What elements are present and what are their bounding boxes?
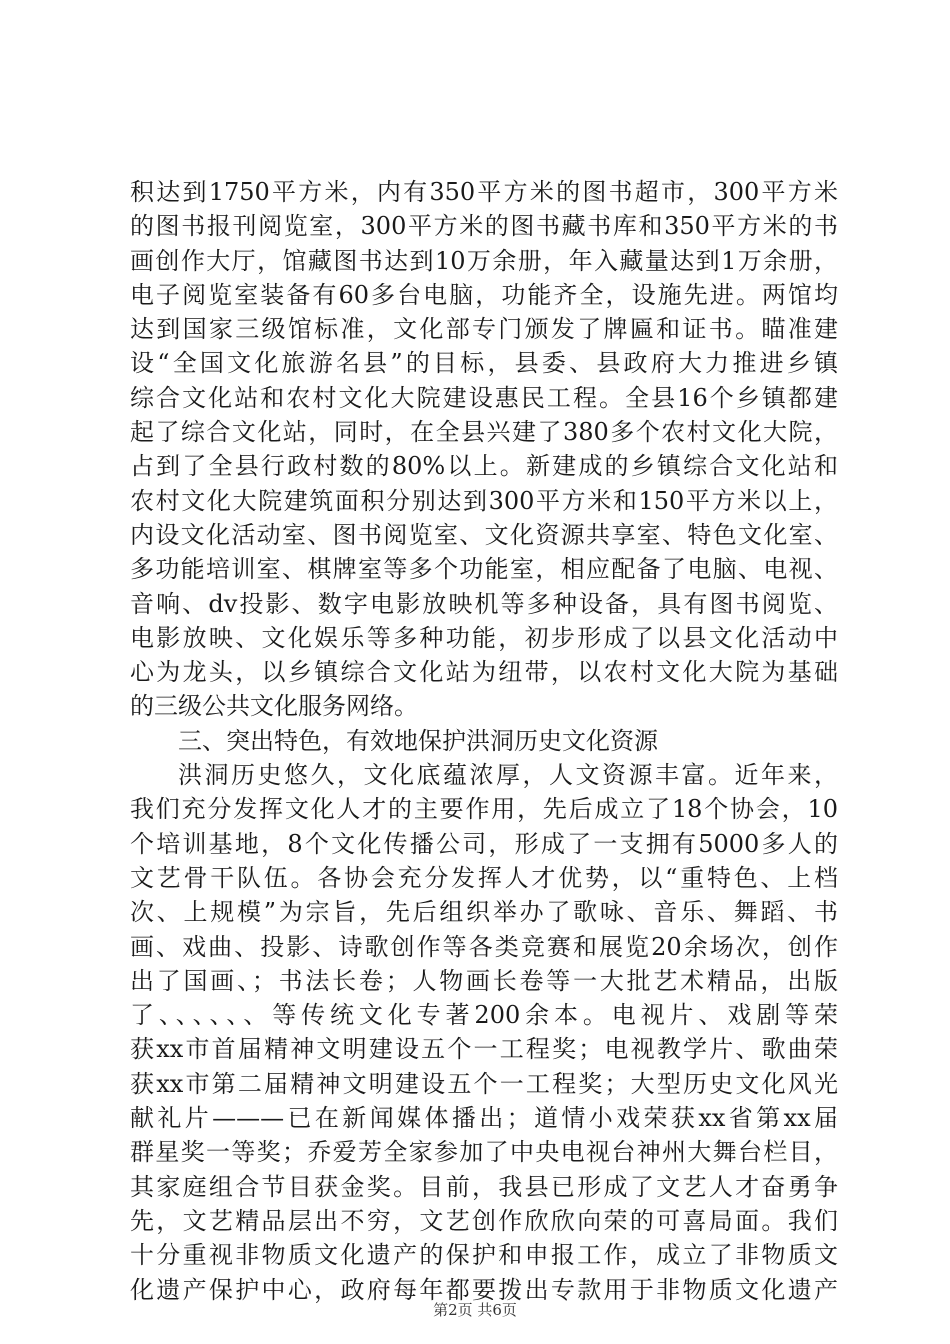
paragraph-line: 电子阅览室装备有60多台电脑，功能齐全，设施先进。两馆均: [130, 280, 838, 309]
paragraph-line: 画、戏曲、投影、诗歌创作等各类竞赛和展览20余场次，创作: [130, 932, 838, 961]
paragraph-line: 画创作大厅，馆藏图书达到10万余册，年入藏量达到1万余册，: [130, 246, 838, 275]
paragraph-line: 的图书报刊阅览室，300平方米的图书藏书库和350平方米的书: [130, 212, 838, 241]
paragraph-line: 综合文化站和农村文化大院建设惠民工程。全县16个乡镇都建: [130, 383, 838, 412]
paragraph-line: 获xx市第二届精神文明建设五个一工程奖；大型历史文化风光: [130, 1069, 838, 1098]
paragraph-line: 群星奖一等奖；乔爱芳全家参加了中央电视台神州大舞台栏目，: [130, 1138, 838, 1167]
paragraph-line: 先，文艺精品层出不穷，文艺创作欣欣向荣的可喜局面。我们: [130, 1206, 838, 1235]
paragraph-line: 设“全国文化旅游名县”的目标，县委、县政府大力推进乡镇: [130, 349, 838, 378]
paragraph-line: 多功能培训室、棋牌室等多个功能室，相应配备了电脑、电视、: [130, 555, 838, 584]
paragraph-line: 了、、、、、、等传统文化专著200余本。电视片、戏剧等荣: [130, 1001, 838, 1030]
paragraph-line: 达到国家三级馆标准，文化部专门颁发了牌匾和证书。瞄准建: [130, 315, 838, 344]
paragraph-line: 文艺骨干队伍。各协会充分发挥人才优势，以“重特色、上档: [130, 863, 838, 892]
paragraph-line: 献礼片———已在新闻媒体播出；道情小戏荣获xx省第xx届: [130, 1104, 838, 1133]
paragraph-line: 个培训基地，8个文化传播公司，形成了一支拥有5000多人的: [130, 829, 838, 858]
paragraph-line: 积达到1750平方米，内有350平方米的图书超市，300平方米: [130, 178, 838, 206]
paragraph-line: 十分重视非物质文化遗产的保护和申报工作，成立了非物质文: [130, 1241, 838, 1270]
paragraph-line: 起了综合文化站，同时，在全县兴建了380多个农村文化大院，: [130, 418, 838, 447]
paragraph-line: 占到了全县行政村数的80%以上。新建成的乡镇综合文化站和: [130, 452, 838, 481]
paragraph-line: 内设文化活动室、图书阅览室、文化资源共享室、特色文化室、: [130, 520, 838, 549]
paragraph-line: 次、上规模”为宗旨，先后组织举办了歌咏、音乐、舞蹈、书: [130, 898, 838, 927]
paragraph-line: 其家庭组合节目获金奖。目前，我县已形成了文艺人才奋勇争: [130, 1172, 838, 1201]
paragraph-line: 的三级公共文化服务网络。: [130, 692, 418, 721]
paragraph-line: 心为龙头，以乡镇综合文化站为纽带，以农村文化大院为基础: [130, 658, 838, 687]
section-heading: 三、突出特色，有效地保护洪洞历史文化资源: [178, 726, 658, 755]
paragraph-line: 电影放映、文化娱乐等多种功能，初步形成了以县文化活动中: [130, 623, 838, 652]
page-footer: 第2页 共6页: [433, 1301, 517, 1319]
paragraph-line: 化遗产保护中心，政府每年都要拨出专款用于非物质文化遗产: [130, 1275, 838, 1304]
paragraph-line: 出了国画、；书法长卷；人物画长卷等一大批艺术精品，出版: [130, 966, 838, 995]
paragraph-line: 音响、dv投影、数字电影放映机等多种设备，具有图书阅览、: [130, 589, 838, 618]
paragraph-line: 农村文化大院建筑面积分别达到300平方米和150平方米以上，: [130, 486, 838, 515]
paragraph-line: 我们充分发挥文化人才的主要作用，先后成立了18个协会，10: [130, 795, 838, 824]
paragraph-line: 获xx市首届精神文明建设五个一工程奖；电视教学片、歌曲荣: [130, 1035, 838, 1064]
paragraph-line: 洪洞历史悠久，文化底蕴浓厚，人文资源丰富。近年来，: [178, 761, 838, 790]
document-body: [130, 175, 838, 1307]
